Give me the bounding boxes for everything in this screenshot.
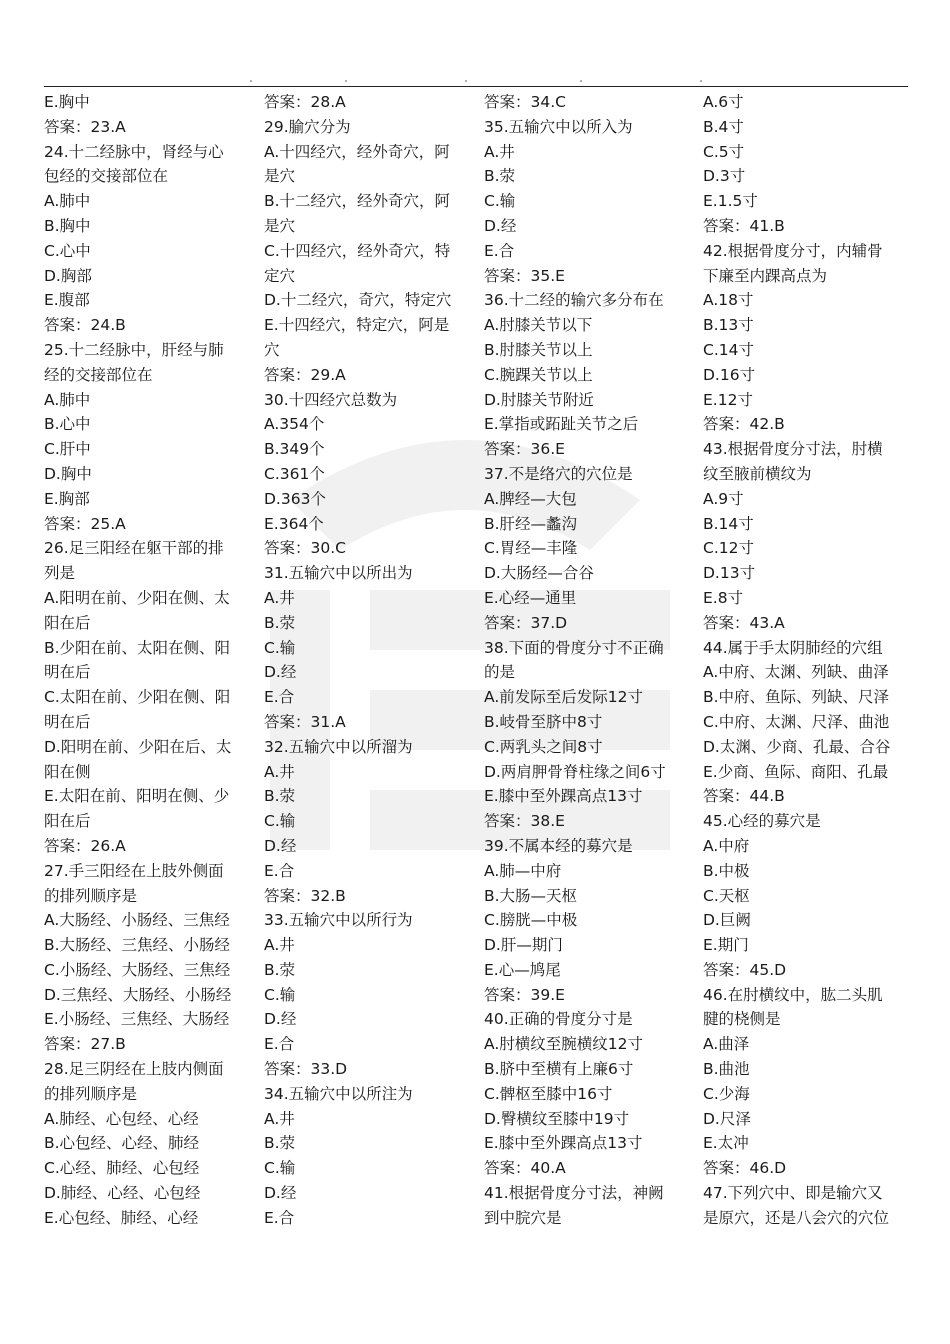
text-line: E.合	[264, 688, 295, 707]
text-line: A.6寸	[703, 93, 744, 111]
text-line: C.心经、肺经、心包经	[44, 1159, 200, 1178]
text-line: E.小肠经、三焦经、大肠经	[44, 1010, 230, 1029]
text-line: 40.正确的骨度分寸是	[484, 1010, 633, 1029]
text-line: 腱的桡侧是	[703, 1010, 781, 1029]
text-line: B.曲池	[703, 1060, 750, 1079]
text-line: 答案：43.A	[703, 613, 785, 632]
text-line: B.4寸	[703, 117, 744, 136]
text-line: 44.属于手太阴肺经的穴组	[703, 638, 883, 657]
text-line: C.十四经穴，经外奇穴，特	[264, 241, 451, 260]
text-line: B.肝经—蠡沟	[484, 514, 578, 533]
text-line: C.膀胱—中极	[484, 911, 578, 930]
text-line: D.经	[264, 1010, 297, 1029]
text-line: D.13寸	[703, 564, 756, 583]
text-line: E.腹部	[44, 291, 90, 310]
text-line: 答案：24.B	[44, 316, 126, 335]
text-line: D.16寸	[703, 365, 756, 384]
text-line: E.8寸	[703, 588, 744, 607]
text-line: B.13寸	[703, 316, 754, 335]
text-line: A.354个	[264, 415, 325, 434]
text-line: D.肘膝关节附近	[484, 390, 594, 409]
text-line: 26.足三阳经在躯干部的排	[44, 539, 224, 558]
text-line: C.心中	[44, 241, 91, 260]
text-line: 阳在侧	[44, 762, 91, 781]
text-column-3	[484, 90, 706, 1231]
text-line: E.合	[484, 241, 515, 260]
text-line: E.合	[264, 1035, 295, 1054]
text-line: A.阳明在前、少阳在侧、太	[44, 588, 230, 607]
text-line: 答案：38.E	[484, 812, 565, 831]
text-line: D.肝—期门	[484, 936, 563, 955]
text-line: 41.根据骨度分寸法，神阙	[484, 1184, 664, 1203]
text-line: E.胸中	[44, 93, 90, 111]
text-line: 明在后	[44, 663, 91, 682]
text-line: E.膝中至外踝高点13寸	[484, 1134, 643, 1153]
text-line: E.胸部	[44, 489, 90, 508]
text-line: C.腕踝关节以上	[484, 365, 593, 384]
text-line: B.349个	[264, 440, 325, 459]
text-line: 是原穴，还是八会穴的穴位	[703, 1208, 890, 1227]
text-line: E.少商、鱼际、商阳、孔最	[703, 762, 889, 781]
text-line: 39.不属本经的募穴是	[484, 836, 633, 855]
text-line: D.经	[264, 836, 297, 855]
text-line: 25.十二经脉中，肝经与肺	[44, 340, 224, 359]
header-rule	[44, 86, 908, 87]
text-line: B.中极	[703, 861, 750, 880]
text-line: 43.根据骨度分寸法，肘横	[703, 440, 883, 459]
text-column-4	[703, 90, 925, 1231]
text-line: 答案：42.B	[703, 415, 785, 434]
text-line: A.脾经—大包	[484, 489, 577, 508]
text-column-2	[264, 90, 486, 1231]
text-line: 38.下面的骨度分寸不正确	[484, 638, 664, 657]
text-line: 纹至腋前横纹为	[703, 464, 812, 483]
text-line: C.输	[264, 638, 296, 657]
text-line: 经的交接部位在	[44, 365, 153, 384]
header-dot	[345, 80, 347, 82]
text-line: D.两肩胛骨脊柱缘之间6寸	[484, 762, 666, 781]
text-line: 的排列顺序是	[44, 886, 138, 905]
text-line: E.心包经、肺经、心经	[44, 1208, 199, 1227]
text-line: A.井	[264, 936, 295, 955]
text-line: C.5寸	[703, 142, 745, 161]
text-line: B.荥	[484, 167, 516, 186]
text-line: A.肺中	[44, 192, 91, 211]
header-dot	[580, 80, 582, 82]
text-line: 是穴	[264, 167, 296, 186]
text-line: E.十四经穴，特定穴，阿是	[264, 316, 450, 335]
text-line: 答案：35.E	[484, 266, 565, 285]
text-line: C.小肠经、大肠经、三焦经	[44, 960, 231, 979]
text-line: C.两乳头之间8寸	[484, 737, 603, 756]
text-line: C.361个	[264, 464, 325, 483]
text-line: 47.下列穴中、即是输穴又	[703, 1184, 883, 1203]
text-line: 33.五输穴中以所行为	[264, 911, 413, 930]
text-line: C.中府、太渊、尺泽、曲池	[703, 712, 890, 731]
text-line: B.大肠经、三焦经、小肠经	[44, 936, 231, 955]
text-line: B.十二经穴，经外奇穴，阿	[264, 192, 451, 211]
text-line: C.少海	[703, 1084, 750, 1103]
text-line: 答案：26.A	[44, 836, 126, 855]
text-line: 阳在后	[44, 613, 91, 632]
text-line: 45.心经的募穴是	[703, 812, 821, 831]
header-dot	[250, 80, 252, 82]
text-line: E.膝中至外踝高点13寸	[484, 787, 643, 806]
text-line: 答案：31.A	[264, 712, 346, 731]
text-line: D.3寸	[703, 167, 746, 186]
text-line: 答案：40.A	[484, 1159, 566, 1178]
text-line: 32.五输穴中以所溜为	[264, 737, 413, 756]
text-line: A.大肠经、小肠经、三焦经	[44, 911, 230, 930]
text-line: D.胸部	[44, 266, 92, 285]
text-line: B.荥	[264, 1134, 296, 1153]
text-line: 阳在后	[44, 812, 91, 831]
text-line: 答案：23.A	[44, 117, 126, 136]
text-line: E.心—鸠尾	[484, 960, 561, 979]
text-line: B.荥	[264, 613, 296, 632]
text-line: E.期门	[703, 936, 749, 955]
text-line: 定穴	[264, 266, 296, 285]
text-line: 包经的交接部位在	[44, 167, 169, 186]
text-line: B.胸中	[44, 216, 91, 235]
text-line: 30.十四经穴总数为	[264, 390, 398, 409]
text-line: 答案：44.B	[703, 787, 785, 806]
text-line: A.肘膝关节以下	[484, 316, 593, 335]
text-line: A.肺经、心包经、心经	[44, 1109, 199, 1128]
text-line: 42.根据骨度分寸，内辅骨	[703, 241, 883, 260]
text-column-1	[44, 90, 266, 1231]
text-line: C.12寸	[703, 539, 754, 558]
text-line: D.巨阙	[703, 911, 751, 930]
text-line: 答案：29.A	[264, 365, 346, 384]
text-line: D.阳明在前、少阳在后、太	[44, 737, 232, 756]
text-line: C.输	[264, 985, 296, 1004]
text-line: 答案：45.D	[703, 960, 787, 979]
text-line: A.肺—中府	[484, 861, 562, 880]
text-line: D.胸中	[44, 464, 92, 483]
text-line: A.18寸	[703, 291, 754, 310]
text-line: D.经	[264, 663, 297, 682]
text-line: C.肝中	[44, 440, 91, 459]
text-line: B.14寸	[703, 514, 754, 533]
text-line: E.1.5寸	[703, 192, 758, 211]
text-line: 34.五输穴中以所注为	[264, 1084, 413, 1103]
text-line: B.大肠—天枢	[484, 886, 578, 905]
text-line: E.太冲	[703, 1134, 749, 1153]
text-line: A.中府、太渊、列缺、曲泽	[703, 663, 889, 682]
text-line: C.输	[484, 192, 516, 211]
text-line: B.少阳在前、太阳在侧、阳	[44, 638, 231, 657]
text-line: E.364个	[264, 514, 324, 533]
text-line: D.经	[264, 1184, 297, 1203]
text-line: C.天枢	[703, 886, 750, 905]
text-line: 列是	[44, 564, 76, 583]
text-line: 的是	[484, 663, 516, 682]
text-line: E.心经—通里	[484, 588, 577, 607]
text-line: 到中脘穴是	[484, 1208, 562, 1227]
text-line: D.臀横纹至膝中19寸	[484, 1109, 630, 1128]
text-line: D.太渊、少商、孔最、合谷	[703, 737, 891, 756]
text-line: 28.足三阴经在上肢内侧面	[44, 1060, 224, 1079]
header-dot	[465, 80, 467, 82]
text-line: 答案：41.B	[703, 216, 785, 235]
text-line: A.肘横纹至腕横纹12寸	[484, 1035, 643, 1054]
text-line: 答案：28.A	[264, 93, 346, 111]
text-line: 答案：46.D	[703, 1159, 787, 1178]
text-line: 穴	[264, 340, 280, 359]
text-line: 答案：34.C	[484, 93, 566, 111]
text-line: E.合	[264, 861, 295, 880]
text-line: C.太阳在前、少阳在侧、阳	[44, 688, 231, 707]
text-line: B.中府、鱼际、列缺、尺泽	[703, 688, 890, 707]
text-line: 答案：37.D	[484, 613, 568, 632]
text-line: C.输	[264, 1159, 296, 1178]
text-line: 答案：30.C	[264, 539, 346, 558]
text-line: 明在后	[44, 712, 91, 731]
text-line: 答案：25.A	[44, 514, 126, 533]
text-line: 答案：33.D	[264, 1060, 348, 1079]
text-line: 的排列顺序是	[44, 1084, 138, 1103]
text-line: D.肺经、心经、心包经	[44, 1184, 201, 1203]
header-dot	[700, 80, 702, 82]
text-line: A.井	[264, 1109, 295, 1128]
text-line: 35.五输穴中以所入为	[484, 117, 633, 136]
text-line: 24.十二经脉中，肾经与心	[44, 142, 224, 161]
text-line: D.尺泽	[703, 1109, 751, 1128]
text-line: B.脐中至横有上廉6寸	[484, 1060, 634, 1079]
text-line: E.掌指或跖趾关节之后	[484, 415, 639, 434]
text-line: 答案：36.E	[484, 440, 565, 459]
text-line: 27.手三阳经在上肢外侧面	[44, 861, 224, 880]
text-line: A.井	[264, 588, 295, 607]
text-line: 答案：32.B	[264, 886, 346, 905]
text-line: D.三焦经、大肠经、小肠经	[44, 985, 232, 1004]
text-line: A.曲泽	[703, 1035, 750, 1054]
text-line: 答案：27.B	[44, 1035, 126, 1054]
text-line: D.363个	[264, 489, 326, 508]
text-line: 下廉至内踝高点为	[703, 266, 828, 285]
text-line: A.十四经穴，经外奇穴，阿	[264, 142, 450, 161]
text-line: C.胃经—丰隆	[484, 539, 578, 558]
text-line: D.大肠经—合谷	[484, 564, 594, 583]
text-line: C.输	[264, 812, 296, 831]
text-line: 37.不是络穴的穴位是	[484, 464, 633, 483]
text-line: 29.腧穴分为	[264, 117, 351, 136]
text-line: C.髀枢至膝中16寸	[484, 1084, 613, 1103]
text-line: 答案：39.E	[484, 985, 565, 1004]
text-line: B.心包经、心经、肺经	[44, 1134, 200, 1153]
text-line: C.14寸	[703, 340, 754, 359]
text-line: B.肘膝关节以上	[484, 340, 593, 359]
text-line: B.心中	[44, 415, 91, 434]
text-line: B.荥	[264, 787, 296, 806]
text-line: 46.在肘横纹中，肱二头肌	[703, 985, 883, 1004]
text-line: D.经	[484, 216, 517, 235]
text-line: E.太阳在前、阳明在侧、少	[44, 787, 230, 806]
text-line: A.肺中	[44, 390, 91, 409]
text-line: E.12寸	[703, 390, 753, 409]
text-line: 36.十二经的输穴多分布在	[484, 291, 664, 310]
text-line: A.9寸	[703, 489, 744, 508]
text-line: 31.五输穴中以所出为	[264, 564, 413, 583]
text-line: A.前发际至后发际12寸	[484, 688, 643, 707]
text-line: A.中府	[703, 836, 750, 855]
text-line: D.十二经穴，奇穴，特定穴	[264, 291, 452, 310]
text-line: A.井	[484, 142, 515, 161]
text-line: E.合	[264, 1208, 295, 1227]
text-line: B.岐骨至脐中8寸	[484, 712, 603, 731]
text-line: A.井	[264, 762, 295, 781]
text-line: B.荥	[264, 960, 296, 979]
text-line: 是穴	[264, 216, 296, 235]
